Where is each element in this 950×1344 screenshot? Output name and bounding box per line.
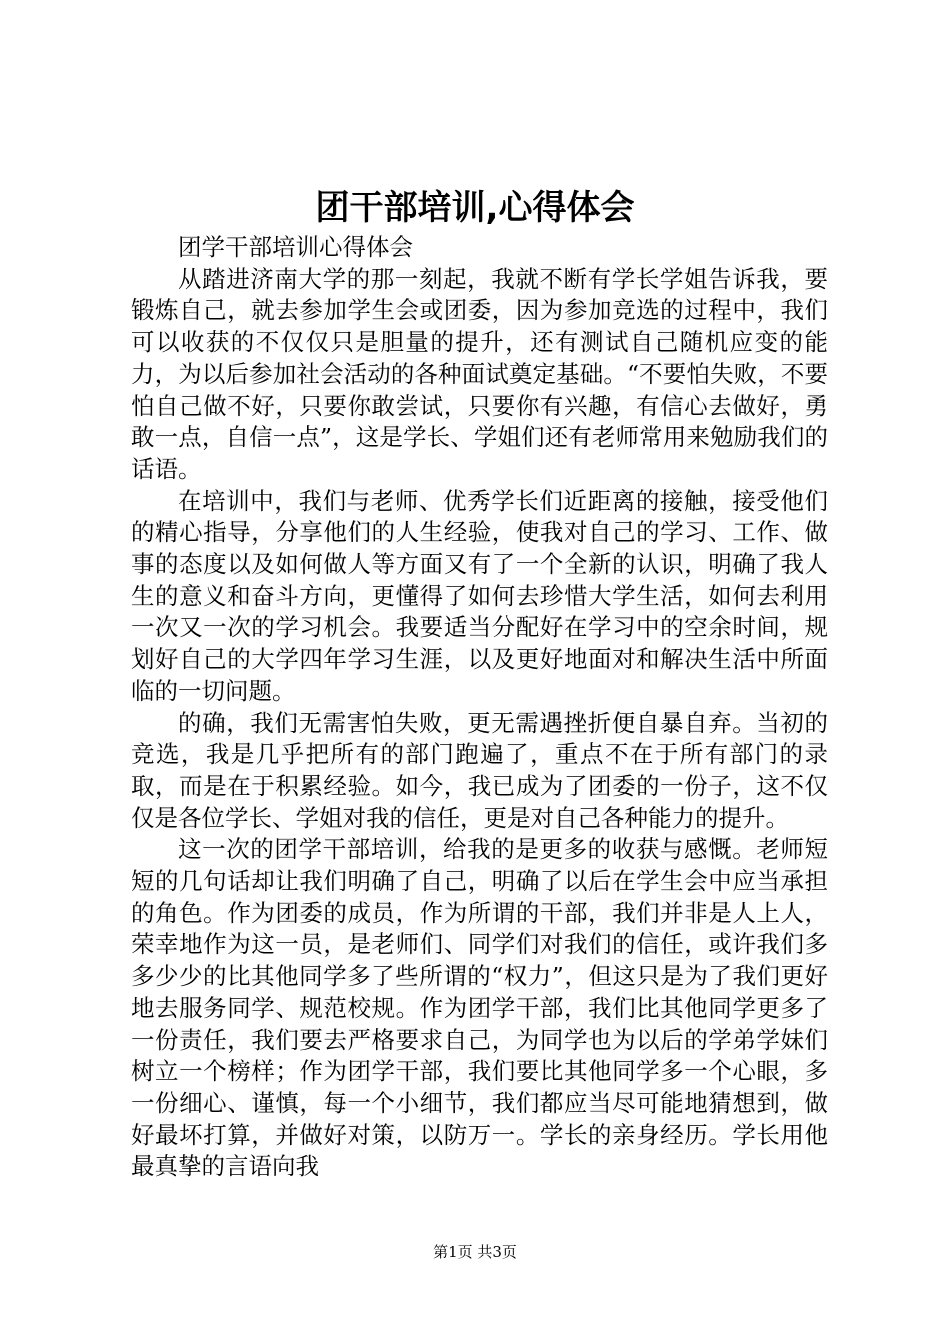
body-paragraph: 这一次的团学干部培训，给我的是更多的收获与感慨。老师短短的几句话却让我们明确了自己，明确了以后在学生会中应当承担的角色。作为团委的成员，作为所谓的干部，我们并非是人上人，荣幸地作为这一员，是老师们、同学们对我们的信任，或许我们多多少少的比其他同学多了些所谓的“权力”，但这只是为了我们更好地去服务同学、规范校规。作为团学干部，我们比其他同学更多了一份责任，我们要去严格要求自己，为同学也为以后的学弟学妹们树立一个榜样；作为团学干部，我们要比其他同学多一个心眼，多一份细心、谨慎，每一个小细节，我们都应当尽可能地猜想到，做好最坏打算，并做好对策，以防万一。学长的亲身经历。学长用他最真挚的言语向我 <box>131 835 828 1181</box>
page-number-footer: 第1页 共3页 <box>433 1243 517 1261</box>
body-paragraph: 在培训中，我们与老师、优秀学长们近距离的接触，接受他们的精心指导，分享他们的人生经验，使我对自己的学习、工作、做事的态度以及如何做人等方面又有了一个全新的认识，明确了我人生的意义和奋斗方向，更懂得了如何去珍惜大学生活，如何去利用一次又一次的学习机会。我要适当分配好在学习中的空余时间，规划好自己的大学四年学习生涯，以及更好地面对和解决生活中所面临的一切问题。 <box>131 486 828 705</box>
subtitle-paragraph: 团学干部培训心得体会 <box>178 233 413 261</box>
body-paragraph: 的确，我们无需害怕失败，更无需遇挫折便自暴自弃。当初的竞选，我是几乎把所有的部门跑遍了，重点不在于所有部门的录取，而是在于积累经验。如今，我已成为了团委的一份子，这不仅仅是各位学长、学姐对我的信任，更是对自己各种能力的提升。 <box>131 708 828 832</box>
body-paragraph: 从踏进济南大学的那一刻起，我就不断有学长学姐告诉我，要锻炼自己，就去参加学生会或团委，因为参加竞选的过程中，我们可以收获的不仅仅只是胆量的提升，还有测试自己随机应变的能力，为以后参加社会活动的各种面试奠定基础。“不要怕失败，不要怕自己做不好，只要你敢尝试，只要你有兴趣，有信心去做好，勇敢一点，自信一点”，这是学长、学姐们还有老师常用来勉励我们的话语。 <box>131 264 828 483</box>
document-title: 团干部培训,心得体会 <box>315 188 635 228</box>
document-body <box>131 232 828 1183</box>
